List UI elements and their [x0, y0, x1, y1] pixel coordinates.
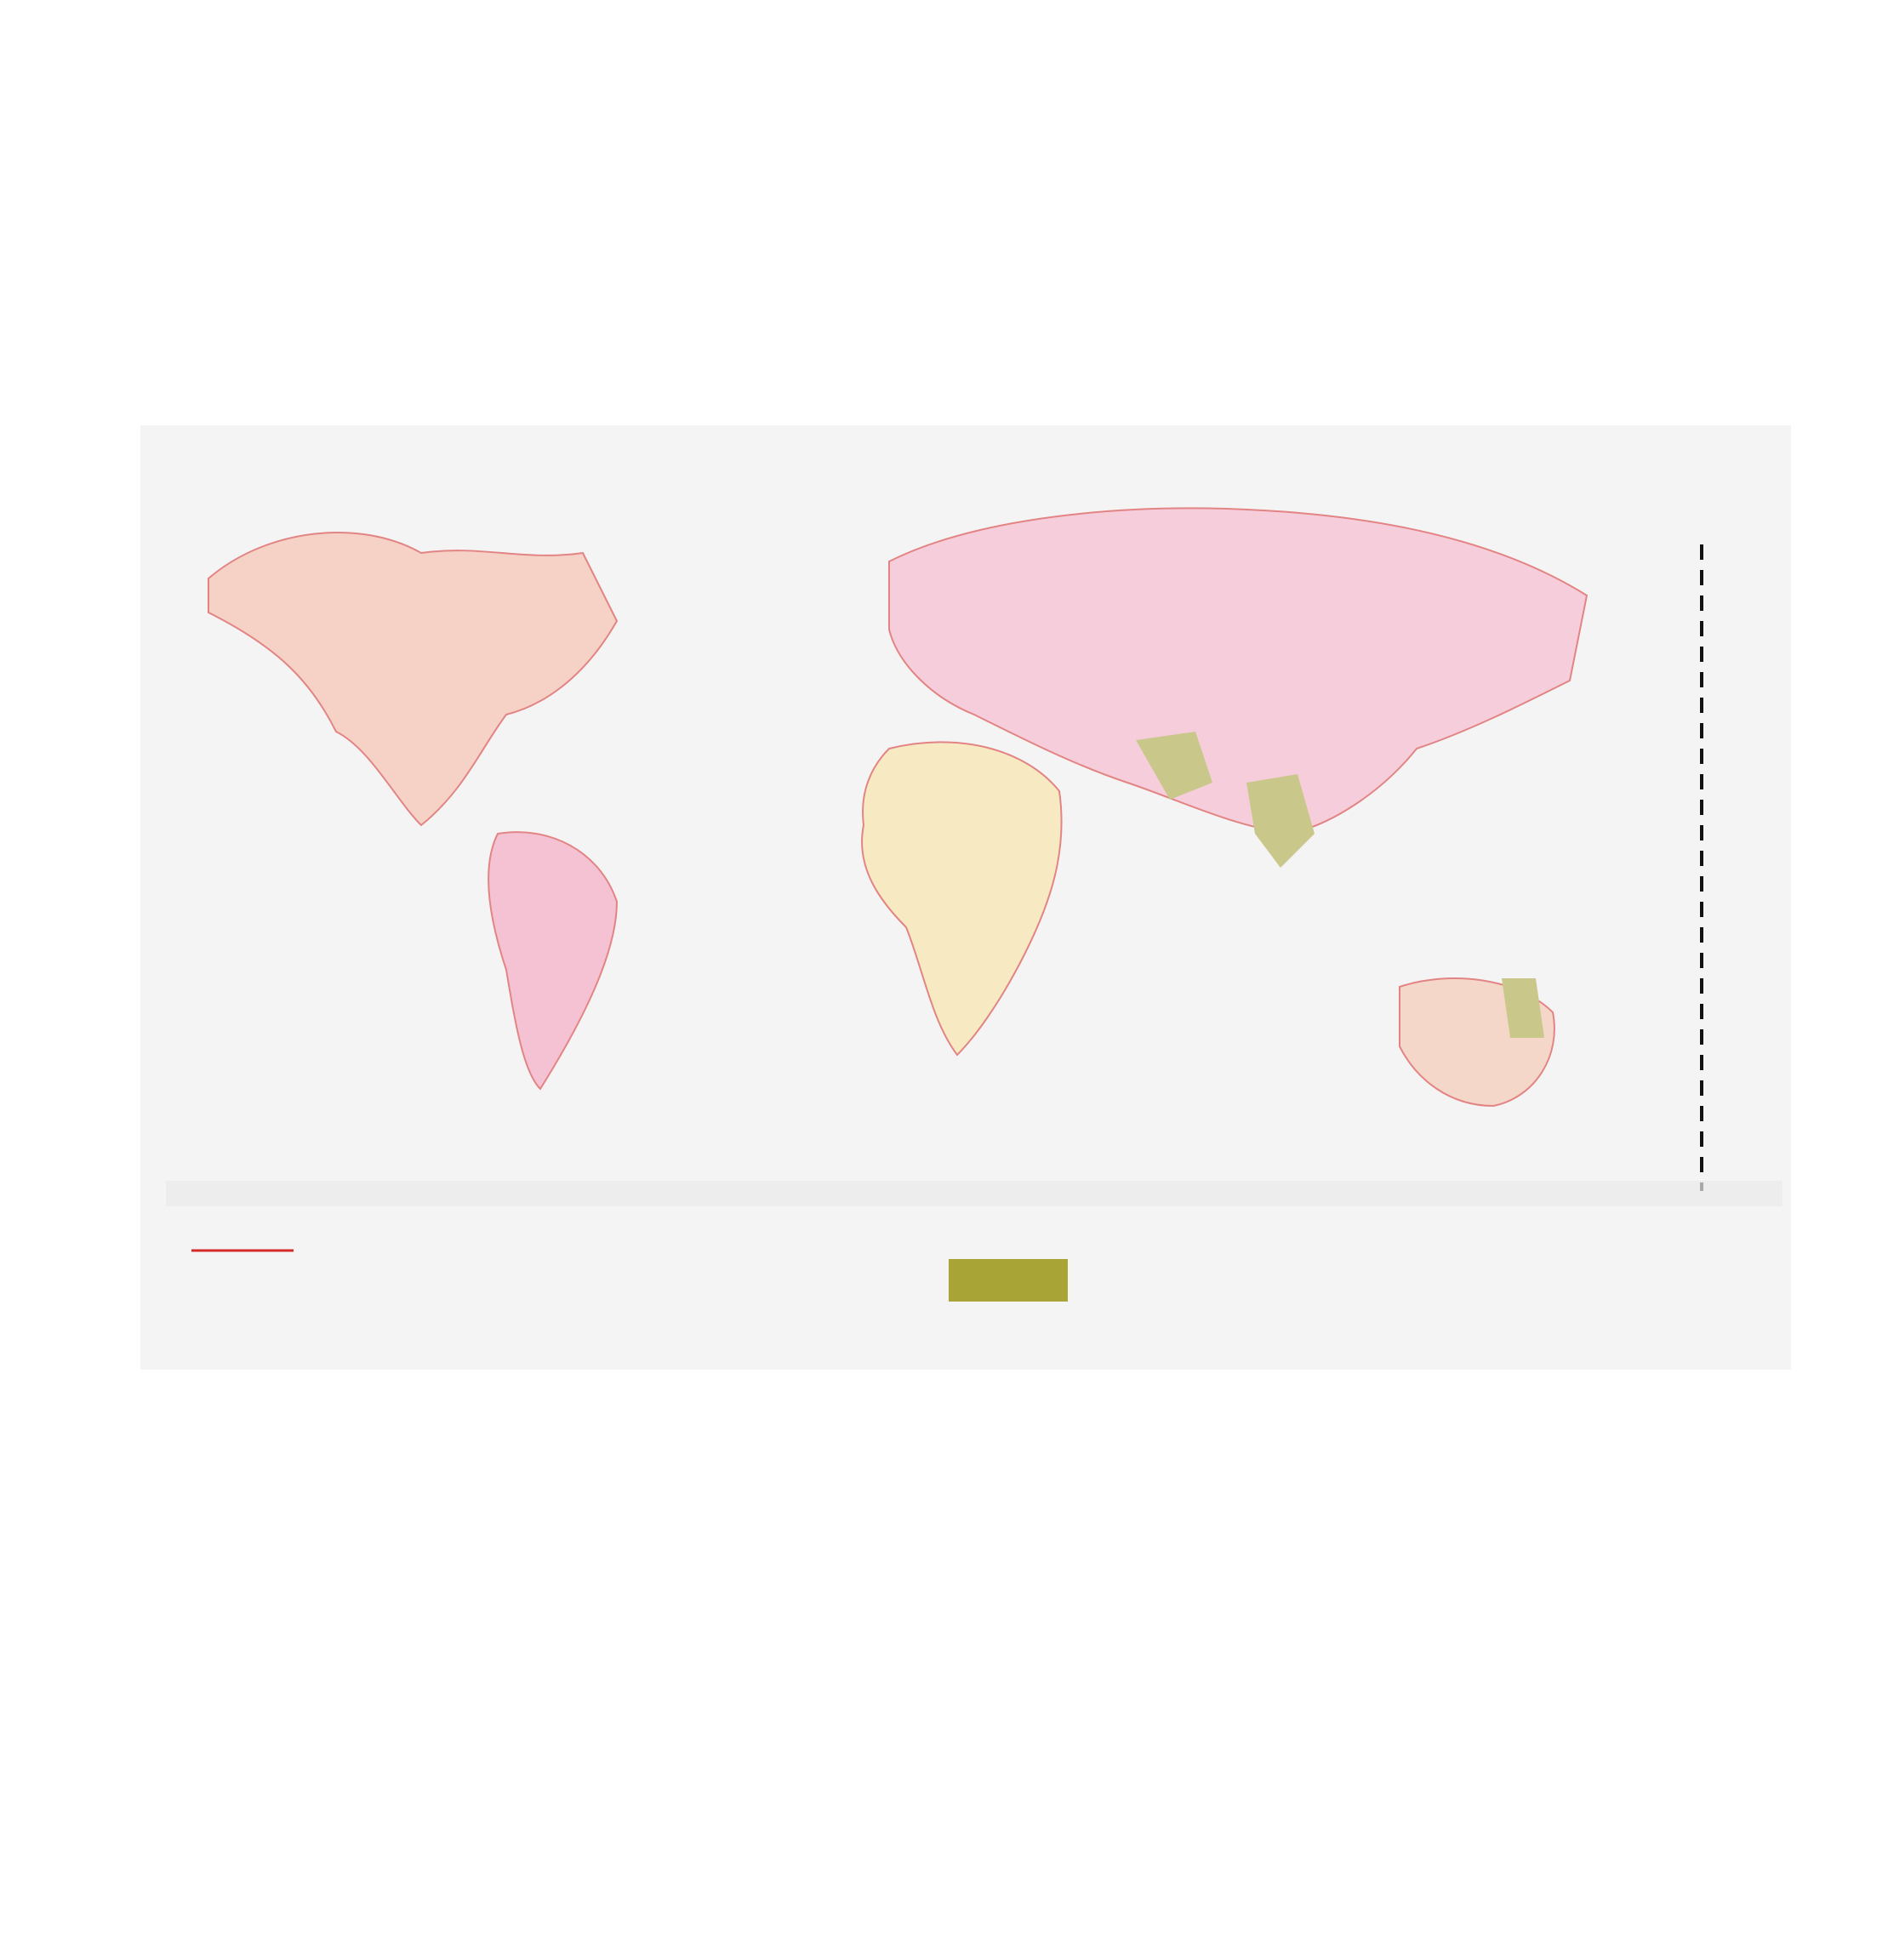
- bottom-band: [166, 1181, 1782, 1206]
- time-zones-map: [140, 425, 1791, 1370]
- legend-special-swatch: [949, 1259, 1068, 1302]
